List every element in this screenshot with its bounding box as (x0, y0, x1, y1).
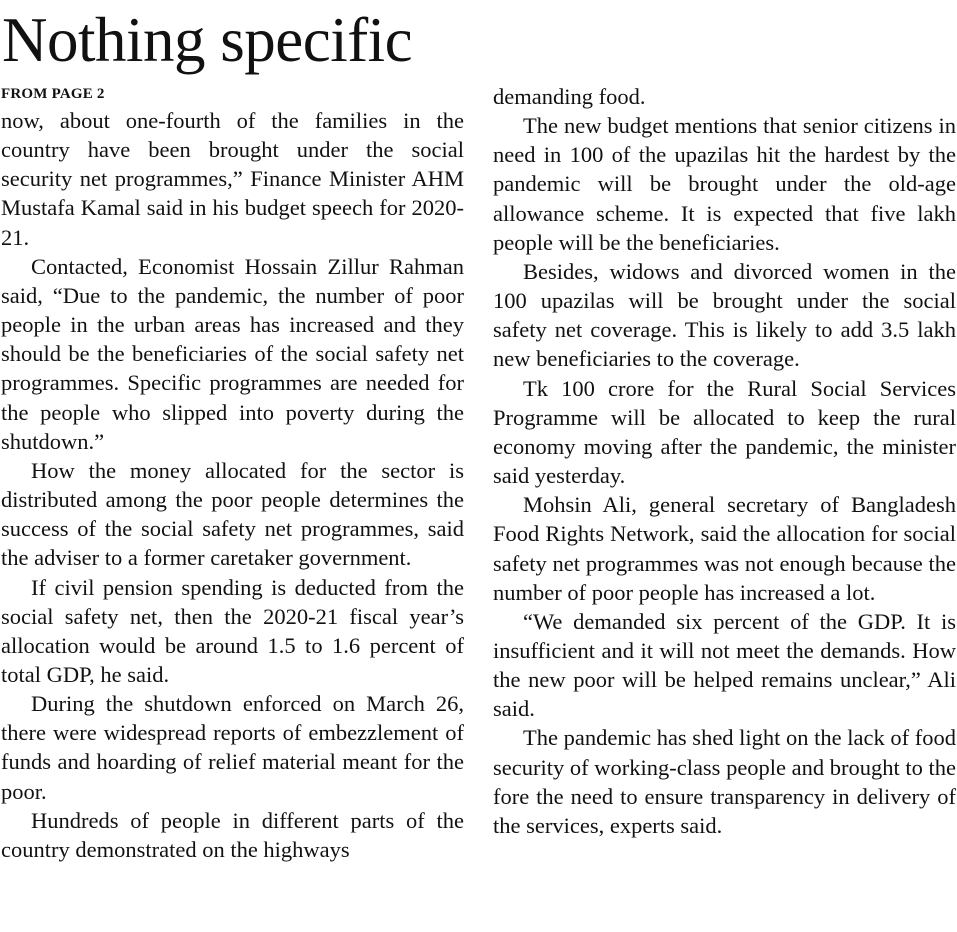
paragraph: Hundreds of people in different parts of the country demonstrated on the highways (1, 807, 464, 862)
article-column-left (1, 82, 464, 864)
paragraph: Tk 100 crore for the Rural Social Services Programme will be allocated to keep the rural economy moving after the pandemic, the minister said yesterday. (493, 375, 956, 489)
dateline: FROM PAGE 2 (1, 86, 105, 102)
paragraph: “We demanded six percent of the GDP. It is insufficient and it will not meet the demands. How the new poor will be helped remains unclear,” Ali said. (493, 608, 956, 722)
paragraph: The new budget mentions that senior citizens in need in 100 of the upazilas hit the hardest by the pandemic will be brought under the old-age allowance scheme. It is expected that five lakh people will be the beneficiaries. (493, 113, 956, 255)
headline: Nothing specific (2, 5, 413, 75)
paragraph: How the money allocated for the sector is distributed among the poor people determines the success of the social safety net programmes, said the adviser to a former caretaker government. (1, 457, 464, 571)
paragraph: During the shutdown enforced on March 26, there were widespread reports of embezzlement of funds and hoarding of relief material meant for the poor. (1, 691, 464, 804)
paragraph: demanding food. (493, 84, 646, 109)
paragraph: Besides, widows and divorced women in the 100 upazilas will be brought under the social safety net coverage. This is likely to add 3.5 lakh new beneficiaries to the coverage. (493, 258, 956, 372)
article-column-right (493, 82, 956, 840)
paragraph: If civil pension spending is deducted from the social safety net, then the 2020-21 fiscal year’s allocation would be around 1.5 to 1.6 percent of total GDP, he said. (1, 574, 464, 687)
paragraph: now, about one-fourth of the families in the country have been brought under the social security net programmes,” Finance Minister AHM Mustafa Kamal said in his budget speech for 2020-21. (1, 108, 464, 250)
paragraph: Contacted, Economist Hossain Zillur Rahman said, “Due to the pandemic, the number of poor people in the urban areas has increased and they should be the beneficiaries of the social safety net programmes. Specific programmes are needed for the people who slipped into poverty during the shutdown.” (1, 253, 464, 454)
paragraph: Mohsin Ali, general secretary of Bangladesh Food Rights Network, said the allocation for social safety net programmes was not enough because the number of poor people has increased a lot. (493, 492, 956, 605)
paragraph: The pandemic has shed light on the lack of food security of working-class people and brought to the fore the need to ensure transparency in delivery of the services, experts said. (493, 725, 957, 838)
